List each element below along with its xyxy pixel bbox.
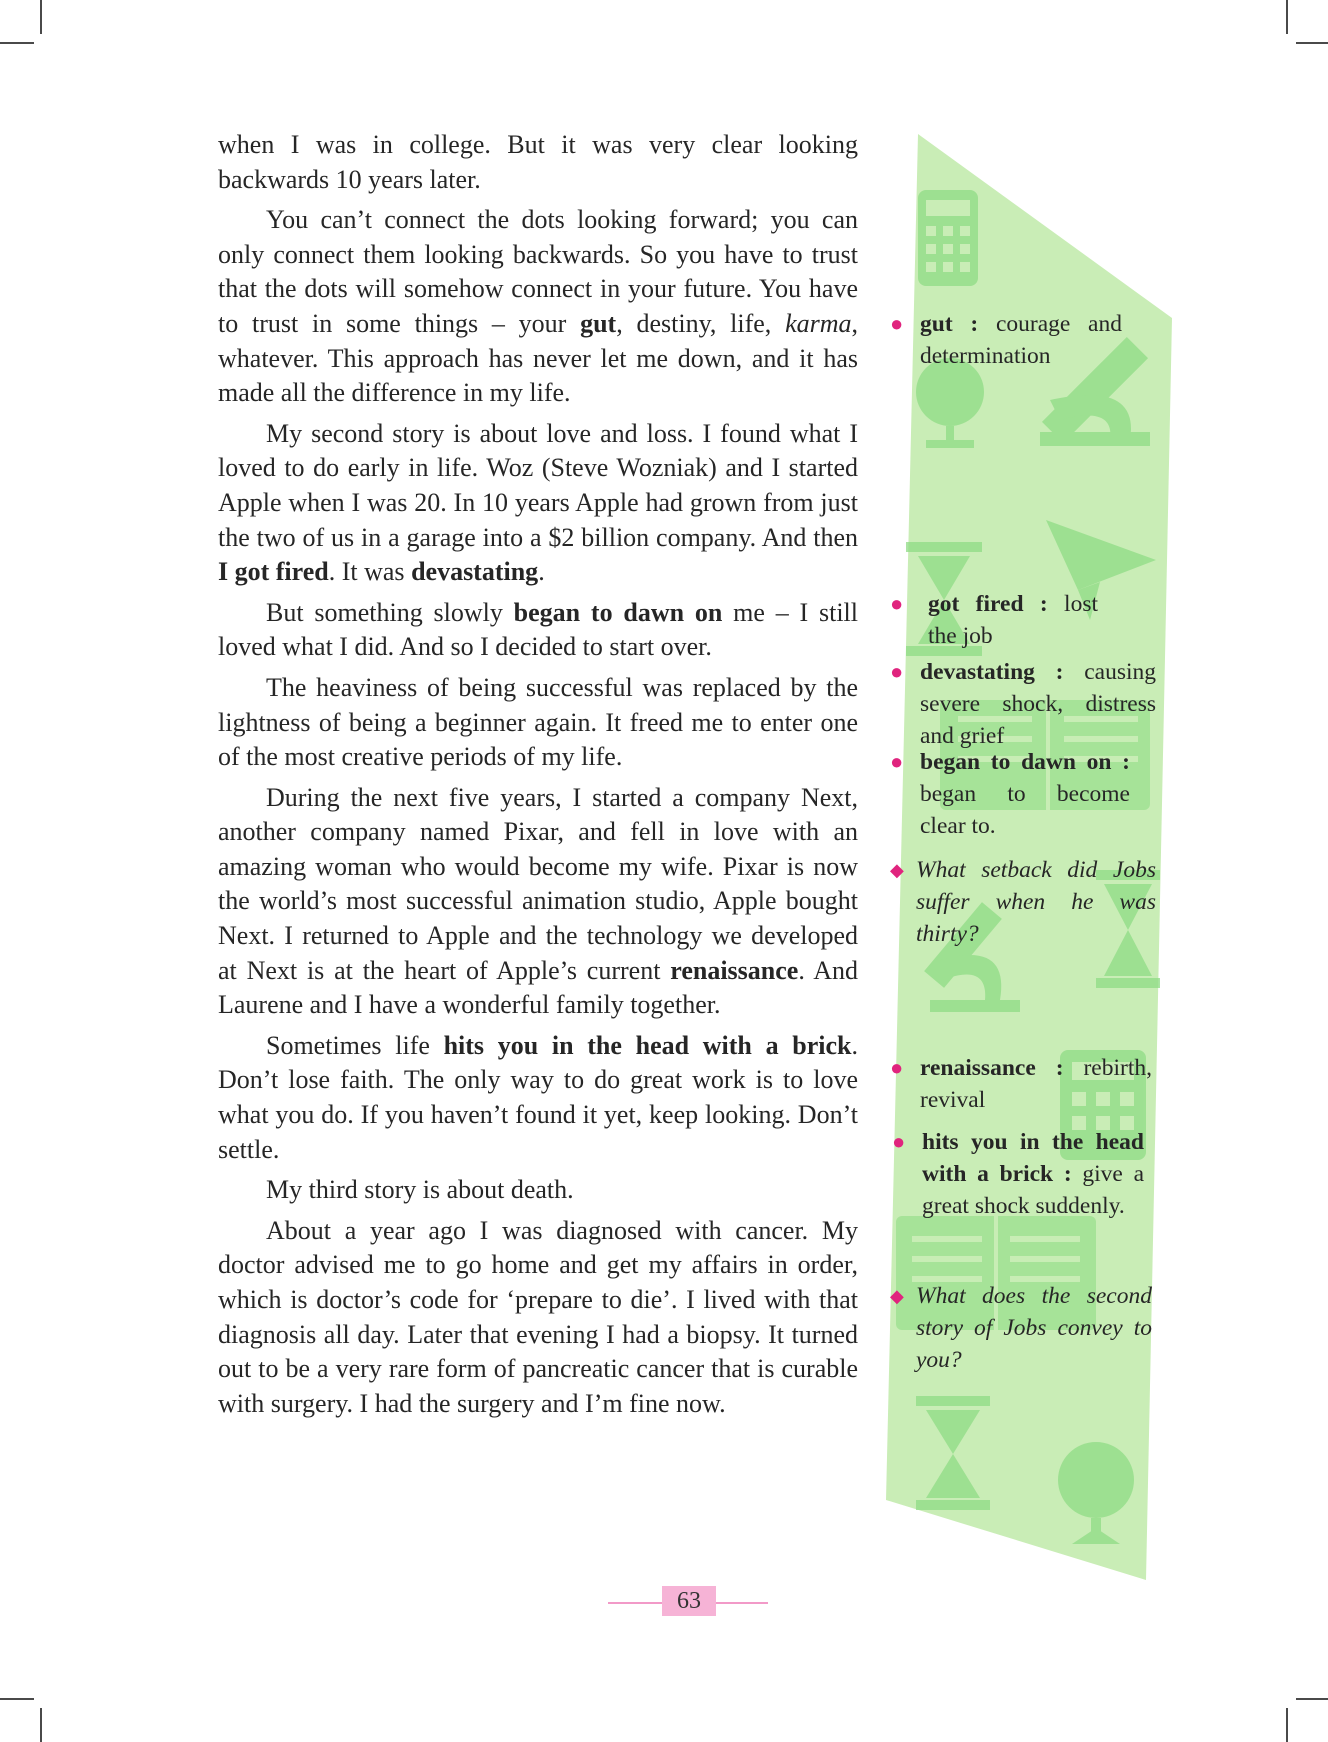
keyword-karma: karma bbox=[785, 308, 852, 338]
glossary-entry bbox=[890, 1052, 1152, 1116]
question-text: What does the second story of Jobs convey to you? bbox=[916, 1283, 1152, 1373]
bullet-icon: ● bbox=[890, 311, 904, 336]
keyword-gut: gut bbox=[580, 308, 617, 338]
text: During the next five years, I started a company Next, another company named Pixar, and fell in love with an amazing woman who would become my wife. Pixar is now the world’s most successful animation studio, Apple bought Next. I returned to Apple and the technology we developed at Next is at the heart of Apple’s current bbox=[218, 782, 858, 985]
paragraph bbox=[218, 1173, 858, 1208]
bullet-icon: ● bbox=[890, 659, 904, 684]
text: Sometimes life bbox=[266, 1030, 444, 1060]
calculator-icon bbox=[918, 190, 978, 286]
keyword-began-to-dawn-on: began to dawn on bbox=[513, 597, 723, 627]
glossary-term: renaissance : bbox=[920, 1055, 1064, 1081]
bullet-icon: ● bbox=[890, 1055, 904, 1080]
glossary-entry bbox=[890, 746, 1130, 842]
keyword-got-fired: I got fired bbox=[218, 557, 329, 587]
keyword-devastating: devastating bbox=[411, 557, 539, 587]
glossary-term: began to dawn on : bbox=[920, 749, 1130, 775]
bullet-icon: ● bbox=[890, 749, 904, 774]
paragraph bbox=[218, 417, 858, 590]
keyword-brick: hits you in the head with a brick bbox=[443, 1030, 852, 1060]
glossary-meaning: give a great shock suddenly. bbox=[922, 1161, 1145, 1219]
text: , destiny, life, bbox=[616, 308, 786, 338]
glossary-term: devastating : bbox=[920, 659, 1064, 685]
paragraph bbox=[218, 781, 858, 1023]
bullet-icon: ● bbox=[890, 591, 904, 616]
text: when I was in college. But it was very clear looking backwards 10 years later. bbox=[218, 130, 858, 194]
text: . Don’t lose faith. The only way to do great work is to love what you do. If you haven’t found it yet, keep looking. Don’t settle. bbox=[218, 1030, 858, 1164]
text: . And Laurene and I have a wonderful family together. bbox=[218, 955, 858, 1020]
text: me – I still loved what I did. And so I decided to start over. bbox=[218, 597, 858, 662]
paragraph bbox=[218, 596, 858, 665]
glossary-meaning: courage and determination bbox=[920, 311, 1122, 369]
text: You can’t connect the dots looking forward; you can only connect them looking backwards. So you have to trust that the dots will somehow connect in your future. You have to trust in some things – your bbox=[218, 205, 858, 338]
diamond-icon: ◆ bbox=[890, 1286, 904, 1306]
glossary-term: got fired : bbox=[928, 591, 1048, 617]
glossary-term: hits you in the head with a brick : bbox=[922, 1129, 1144, 1187]
page-number: 63 bbox=[662, 1586, 716, 1616]
paragraph bbox=[218, 671, 858, 775]
diamond-icon: ◆ bbox=[890, 860, 904, 880]
glossary-meaning: began to become clear to. bbox=[920, 781, 1130, 839]
paragraph bbox=[218, 203, 858, 411]
text: My third story is about death. bbox=[266, 1175, 574, 1205]
glossary-term: gut : bbox=[920, 311, 979, 337]
text: The heaviness of being successful was replaced by the lightness of being a beginner again. It freed me to enter one of the most creative periods of my life. bbox=[218, 672, 858, 772]
question-entry bbox=[890, 854, 1156, 950]
text: My second story is about love and loss. I found what I loved to do early in life. Woz (Steve Wozniak) and I started Apple when I was 20. In 10 years Apple had grown from just the two of us in a garage into a $2 billion company. And then bbox=[218, 418, 858, 552]
paragraph bbox=[218, 128, 858, 197]
glossary-entry bbox=[890, 308, 1122, 372]
glossary-entry bbox=[890, 656, 1156, 752]
paragraph bbox=[218, 1214, 858, 1422]
text: But something slowly bbox=[266, 597, 514, 627]
glossary-meaning: causing severe shock, distress and grief bbox=[920, 659, 1156, 749]
main-text bbox=[218, 128, 858, 1427]
glossary-entry bbox=[892, 1126, 1145, 1222]
text: . bbox=[538, 557, 545, 587]
text: . It was bbox=[328, 557, 412, 587]
glossary-meaning: lost the job bbox=[928, 591, 1098, 649]
glossary-entry bbox=[890, 588, 1098, 652]
glossary-meaning: rebirth, revival bbox=[920, 1055, 1152, 1113]
question-entry bbox=[890, 1280, 1152, 1376]
text: , whatever. This approach has never let me down, and it has made all the difference in my life. bbox=[218, 308, 858, 408]
question-text: What setback did Jobs suffer when he was thirty? bbox=[916, 857, 1156, 947]
bullet-icon: ● bbox=[892, 1129, 906, 1154]
keyword-renaissance: renaissance bbox=[670, 955, 799, 985]
text: About a year ago I was diagnosed with cancer. My doctor advised me to go home and get my affairs in order, which is doctor’s code for ‘prepare to die’. I lived with that diagnosis all day. Later that evening I had a biopsy. It turned out to be a very rare form of pancreatic cancer that is curable with surgery. I had the surgery and I’m fine now. bbox=[218, 1215, 858, 1418]
paragraph bbox=[218, 1029, 858, 1167]
